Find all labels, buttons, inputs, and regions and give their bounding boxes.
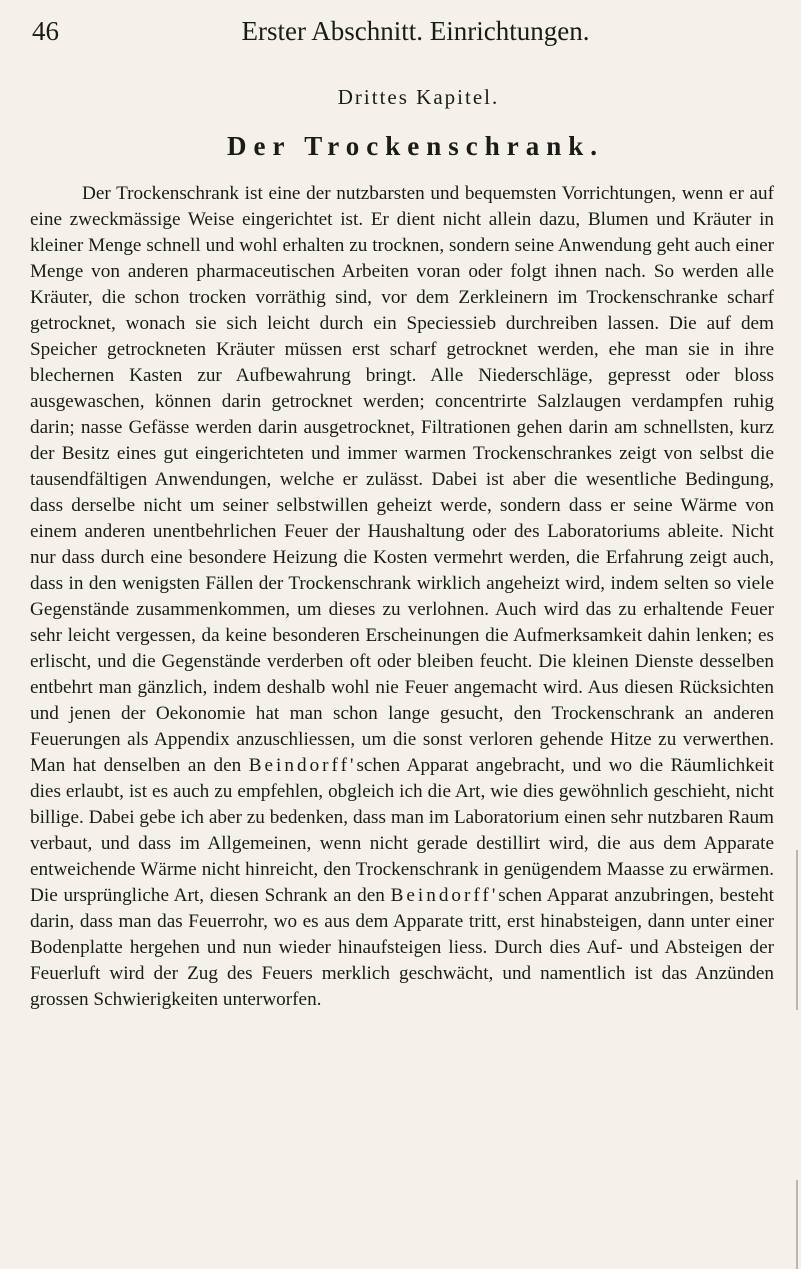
page-edge-shadow-lower (796, 1180, 798, 1269)
running-head (28, 14, 773, 48)
running-head-title: Erster Abschnitt. Einrichtungen. (241, 16, 590, 46)
chapter-title: Der Trockenschrank. (226, 131, 604, 161)
name-beindorff-2: Beindorff' (390, 885, 499, 906)
page-number: 46 (32, 16, 59, 46)
chapter-label: Drittes Kapitel. (337, 85, 500, 109)
name-beindorff-1: Beindorff' (248, 755, 357, 776)
body-text-part-2: schen Apparat angebracht, und wo die Räumlichkeit dies erlaubt, ist es auch zu empfehlen, obgleich ich die Art, wie dies gewöhnlich geschieht, nicht billige. Dabei gebe ich aber zu bedenken, dass man im Laboratorium einen sehr nutzbaren Raum verbaut, und dass im Allgemeinen, wenn nicht gerade destillirt wird, die aus dem Apparate entweichende Wärme nicht hinreicht, den Trockenschrank in genügendem Maasse zu erwärmen. Die ursprüngliche Art, diesen Schrank an den (30, 755, 774, 906)
body-text-part-3: schen Apparat anzubringen, besteht darin, dass man das Feuerrohr, wo es aus dem Apparate tritt, erst hinabsteigen, dann unter einer Bodenplatte hergehen und nun wieder hinaufsteigen liess. Durch dies Auf- und Absteigen der Feuerluft wird der Zug des Feuers merklich geschwächt, und namentlich ist das Anzünden grossen Schwierigkeiten unterworfen. (30, 885, 774, 1010)
body-paragraph (30, 181, 774, 1013)
page-edge-shadow (796, 850, 798, 1010)
body-text-part-1: Der Trockenschrank ist eine der nutzbarsten und bequemsten Vorrichtungen, wenn er auf eine zweckmässige Weise eingerichtet ist. Er dient nicht allein dazu, Blumen und Kräuter in kleiner Menge schnell und wohl erhalten zu trocknen, sondern seine Anwendung geht auch einer Menge von anderen pharmaceutischen Arbeiten voran oder folgt ihnen nach. So werden alle Kräuter, die schon trocken vorräthig sind, vor dem Zerkleinern im Trockenschranke scharf getrocknet, wonach sie sich leicht durch ein Speciessieb durchreiben lassen. Die auf dem Speicher getrockneten Kräuter müssen erst scharf getrocknet werden, ehe man sie in ihre blechernen Kasten zur Aufbewahrung bringt. Alle Niederschläge, gepresst oder bloss ausgewaschen, können darin getrocknet werden; concentrirte Salzlaugen verdampfen ruhig darin; nasse Gefässe werden darin ausgetrocknet, Filtrationen gehen darin am schnellsten, kurz der Besitz eines gut eingerichteten und immer warmen Trockenschrankes zeigt von selbst die tausendfältigen Anwendungen, welche er zulässt. Dabei ist aber die wesentliche Bedingung, dass derselbe nicht um seiner selbstwillen geheizt werde, sondern dass er seine Wärme von einem anderen unentbehrlichen Feuer der Haushaltung oder des Laboratoriums ableite. Nicht nur dass durch eine besondere Heizung die Kosten vermehrt werden, die Erfahrung zeigt auch, dass in den wenigsten Fällen der Trockenschrank wirklich angeheizt wird, indem selten so viele Gegenstände zusammenkommen, um dieses zu verlohnen. Auch wird das zu erhaltende Feuer sehr leicht vergessen, da keine besonderen Erscheinungen die Aufmerksamkeit dahin lenken; es erlischt, und die Gegenstände verderben oft oder bleiben feucht. Die kleinen Dienste desselben entbehrt man gänzlich, indem deshalb wohl nie Feuer angemacht wird. Aus diesen Rücksichten und jenen der Oekonomie hat man schon lange gesucht, den Trockenschrank an anderen Feuerungen als Appendix anzuschliessen, um die sonst verloren gehende Hitze zu verwerthen. Man hat denselben an den (30, 183, 774, 776)
